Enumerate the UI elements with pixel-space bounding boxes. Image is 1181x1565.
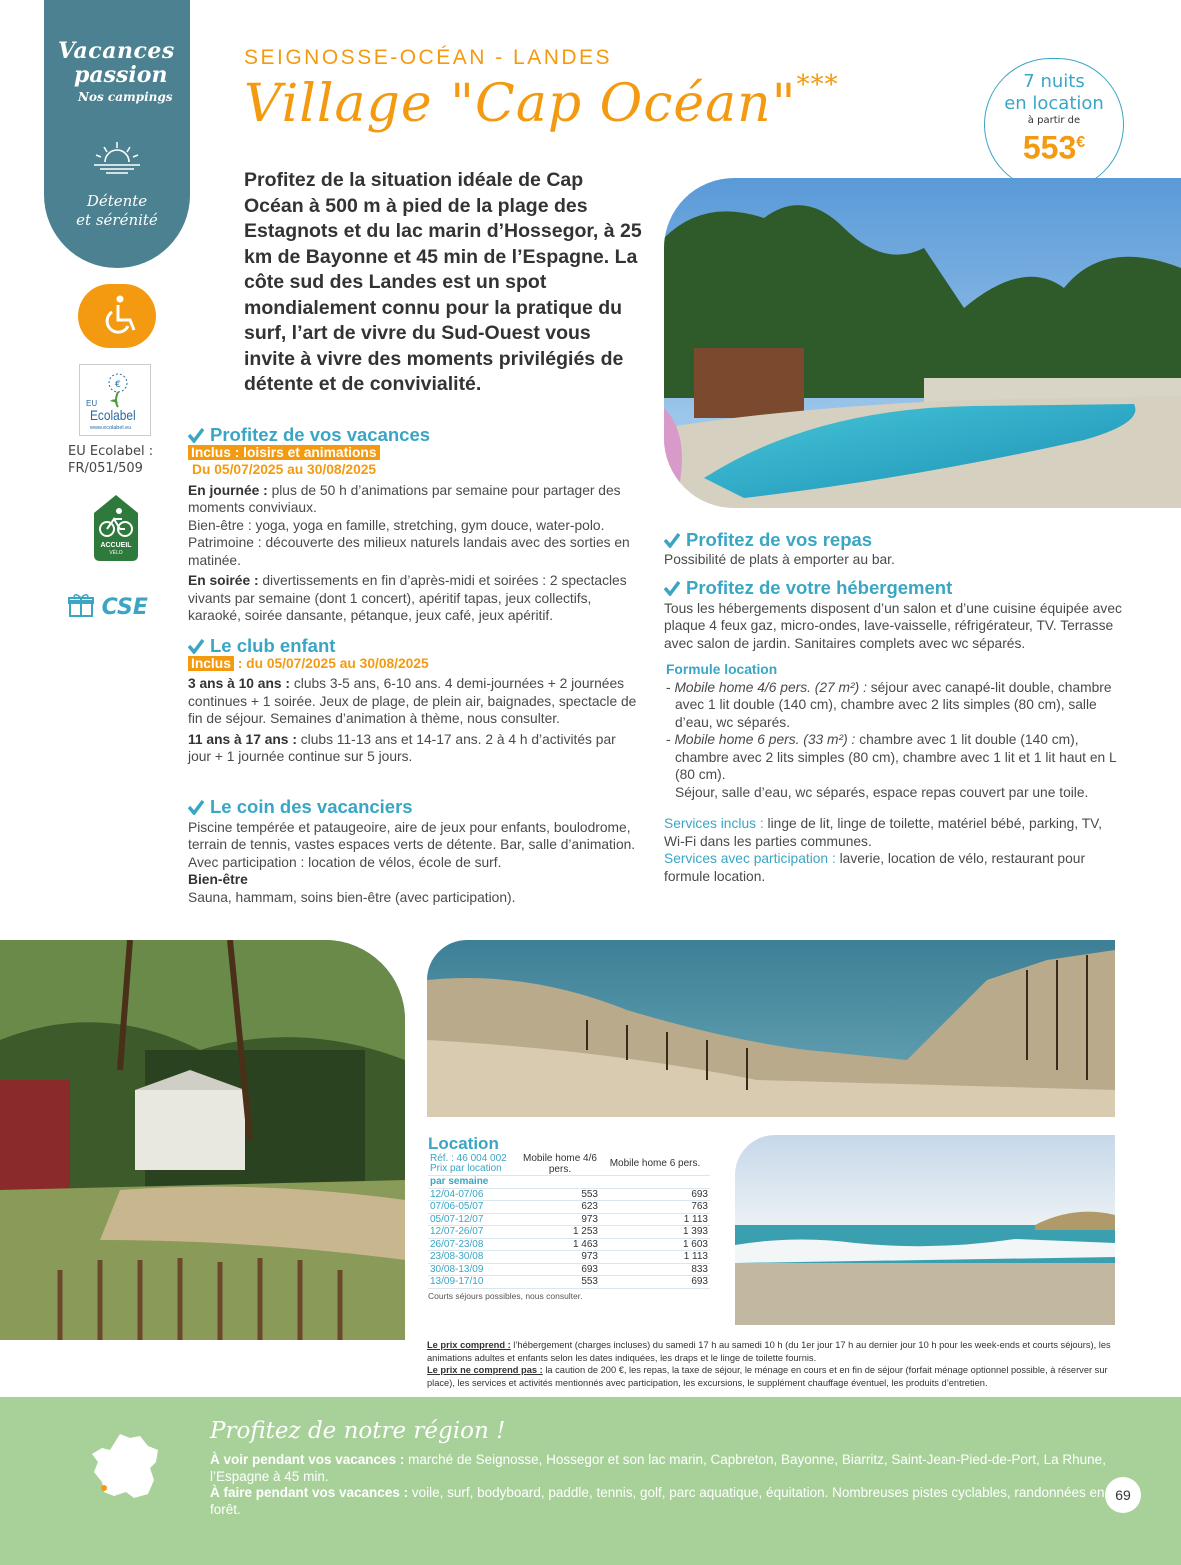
ecolabel-logo [79, 364, 151, 436]
price-currency: € [1076, 134, 1086, 151]
check-icon [188, 638, 204, 654]
comprend-label: Le prix comprend : [427, 1340, 511, 1350]
price-line2: en location [1004, 93, 1104, 114]
club-a-text: clubs 3-5 ans, 6-10 ans. 4 demi-journées + 2 journées continues + 1 soirée. Jeux de plage, de plein air, baignades, spectacle de fin de séjour. Semaines d’animation à thème, nous consulter. [188, 676, 637, 726]
club-b-text: clubs 11-13 ans et 14-17 ans. 2 à 4 h d’activités par jour + 1 journée continue sur 5 jours. [188, 731, 616, 764]
row-period: 05/07-12/07 [428, 1213, 520, 1226]
hebergement-heading [664, 579, 1124, 597]
faire-text: voile, surf, bodyboard, paddle, tennis, golf, parc aquatique, équitation. Nombreuses pistes cyclables, randonnées en forêt. [210, 1485, 1105, 1517]
row-price-a: 1 253 [520, 1226, 600, 1239]
title-text: Village "Cap Océan" [244, 74, 797, 134]
surf-image [735, 1135, 1115, 1325]
vacances-tag: Inclus : loisirs et animations [188, 445, 380, 460]
ecolabel-number [68, 443, 153, 477]
partic-label: Services avec participation : [664, 851, 836, 866]
location-title: Location [428, 1134, 499, 1153]
ne-text: la caution de 200 €, les repas, la taxe de séjour, le ménage en cours et en fin de séjour (forfait ménage optionnel possible, à réserver sur place), les services et activités mentionnés avec participation, les excursions, le supplément chauffage éventuel, les produits d’entretien. [427, 1365, 1108, 1388]
coin-bien-label: Bien-être [188, 872, 248, 887]
check-icon [664, 580, 680, 596]
services-participation [664, 850, 1124, 885]
vacances-dates: Du 05/07/2025 au 30/08/2025 [192, 462, 377, 477]
legal-notes [427, 1339, 1117, 1389]
cse-label: CSE [101, 595, 148, 620]
legal-ne-comprend [427, 1364, 1117, 1389]
price-amount [985, 126, 1123, 165]
row-period: 30/08-13/09 [428, 1263, 520, 1276]
ecolabel-url: www.ecolabel.eu [90, 425, 132, 431]
table-row [428, 1226, 710, 1239]
dune-photo [427, 940, 1115, 1117]
velo-label: ACCUEIL [100, 542, 132, 549]
velo-sub: VÉLO [109, 550, 123, 556]
ecolabel-wordmark: Ecolabel [90, 407, 136, 423]
mobile-home-photo [0, 940, 405, 1340]
par-semaine-row [428, 1176, 710, 1189]
hebergement-text: Tous les hébergements disposent d’un salon et d’une cuisine équipée avec plaque 4 feux gaz, micro-ondes, lave-vaisselle, réfrigérateur, TV. Terrasse avec salon de jardin. Sanitaires complets avec wc séparés. [664, 600, 1122, 651]
table-row [428, 1263, 710, 1276]
row-price-b: 693 [600, 1276, 710, 1289]
comprend-text: l’hébergement (charges incluses) du samedi 17 h au samedi 10 h (du 1er jour 17 h au dernier jour 10 h pour les week-ends et courts séjours), les animations adultes et enfants selon les dates indiquées, les draps et le linge de toilette fournis. [427, 1340, 1111, 1363]
surf-photo [735, 1135, 1115, 1325]
gift-icon [68, 592, 94, 618]
vacances-bienetre: Bien-être : yoga, yoga en famille, stretching, gym douce, water-polo. [188, 517, 605, 533]
france-map-icon [90, 1432, 162, 1506]
coin-title: Le coin des vacanciers [210, 796, 413, 817]
check-icon [664, 532, 680, 548]
row-price-a: 1 463 [520, 1238, 600, 1251]
wheelchair-icon [78, 284, 156, 348]
section-coin [188, 798, 638, 906]
region-label: SEIGNOSSE-OCÉAN - LANDES [244, 46, 613, 69]
check-icon [188, 799, 204, 815]
vacances-heading [188, 426, 638, 444]
services-inclus [664, 815, 1124, 850]
row-period: 12/04-07/06 [428, 1188, 520, 1201]
page-title [244, 70, 839, 134]
row-period: 07/06-05/07 [428, 1201, 520, 1214]
vacances-journee [188, 482, 638, 517]
inclus-label: Services inclus : [664, 816, 764, 831]
row-price-b: 1 393 [600, 1226, 710, 1239]
row-period: 23/08-30/08 [428, 1251, 520, 1264]
price-line1: 7 nuits [1023, 71, 1085, 92]
table-header-row [428, 1153, 710, 1176]
footer-faire [210, 1485, 1120, 1518]
brand-line2: passion [74, 62, 168, 88]
row-price-b: 693 [600, 1188, 710, 1201]
page-number: 69 [1105, 1477, 1141, 1513]
row-price-a: 553 [520, 1188, 600, 1201]
club-b-label: 11 ans à 17 ans : [188, 731, 297, 747]
mh1-item: - Mobile home 4/6 pers. (27 m²) : séjour avec canapé-lit double, chambre avec 1 lit double (140 cm), chambre avec 2 lits simples (80 cm), salle d’eau, wc séparés. [666, 679, 1112, 730]
row-price-a: 693 [520, 1263, 600, 1276]
club-age-b [188, 731, 638, 766]
price-table [428, 1153, 710, 1289]
pool-photo [664, 178, 1181, 508]
repas-text: Possibilité de plats à emporter au bar. [664, 551, 895, 567]
coin-heading [188, 798, 638, 816]
club-title: Le club enfant [210, 635, 336, 656]
row-price-b: 1 603 [600, 1238, 710, 1251]
voir-label: À voir pendant vos vacances : [210, 1452, 405, 1467]
ecolabel-line1: EU Ecolabel : [68, 444, 154, 459]
coin-text: Piscine tempérée et pataugeoire, aire de jeux pour enfants, boulodrome, terrain de tennis, vastes espaces verts de détente. Bar, salle d’animation. Avec participation : location de vélos, école de surf. [188, 819, 636, 870]
motto-line2: et sérénité [76, 211, 158, 229]
par-semaine: par semaine [428, 1176, 520, 1189]
ecolabel-line2: FR/051/509 [68, 461, 143, 476]
soiree-text: divertissements en fin d’après-midi et soirées : 2 spectacles vivants par semaine (dont 1 concert), apéritif tapas, jeux collectifs, karaoké, soirée dansante, pétanque, jeux café, jeux apéritif. [188, 573, 627, 623]
col-mh2: Mobile home 6 pers. [600, 1153, 710, 1176]
voir-text: marché de Seignosse, Hossegor et son lac marin, Capbreton, Bayonne, Biarritz, Saint-Jean-Pied-de-Port, La Rhune, l’Espagne à 45 min. [210, 1452, 1106, 1484]
vacances-soiree [188, 572, 638, 625]
club-heading [188, 637, 638, 655]
table-row [428, 1213, 710, 1226]
table-row [428, 1238, 710, 1251]
mh2-item: - Mobile home 6 pers. (33 m²) : chambre avec 1 lit double (140 cm), chambre avec 2 lits simples (80 cm), chambre avec 1 lit et 1 lit haut en L (80 cm). [666, 732, 1117, 782]
club-age-a [188, 675, 638, 728]
row-price-a: 973 [520, 1251, 600, 1264]
table-row [428, 1201, 710, 1214]
mh2-extra: Séjour, salle d’eau, wc séparés, espace repas couvert par une toile. [675, 784, 1089, 800]
location-prix: Prix par location [430, 1163, 502, 1174]
mh2-label: Mobile home 6 pers. (33 m²) : [674, 732, 856, 747]
soiree-label: En soirée : [188, 573, 259, 588]
intro-text: Profitez de la situation idéale de Cap Océan à 500 m à pied de la plage des Estagnots et du lac marin d’Hossegor, à 25 km de Bayonne et 45 min de l’Espagne. La côte sud des Landes est un spot mondialement connu pour la pratique du surf, l’art de vivre du Sud-Ouest vous invite à vivre des moments privilégiés de détente et de convivialité. [244, 169, 642, 395]
location-ref: Réf. : 46 004 002 [430, 1153, 507, 1164]
mh2-text: chambre avec 1 lit double (140 cm), chambre avec 2 lits simples (80 cm), chambre avec 1 lit et 1 lit haut en L (80 cm). [675, 732, 1117, 782]
journee-text: plus de 50 h d’animations par semaine pour partager des moments conviviaux. [188, 482, 621, 515]
pool-image [664, 178, 1181, 508]
section-repas [664, 531, 1124, 568]
svg-text:€: € [115, 380, 121, 390]
coin-bien-text: Sauna, hammam, soins bien-être (avec participation). [188, 889, 516, 905]
vacances-patrimoine: Patrimoine : découverte des milieux naturels landais avec des sorties en matinée. [188, 535, 630, 568]
row-price-b: 1 113 [600, 1251, 710, 1264]
legal-comprend [427, 1339, 1117, 1364]
accueil-velo-badge [92, 493, 140, 563]
price-value: 553 [1022, 129, 1077, 166]
sun-icon [92, 140, 142, 176]
club-a-label: 3 ans à 10 ans : [188, 676, 291, 691]
ne-label: Le prix ne comprend pas : [427, 1365, 543, 1375]
hebergement-title: Profitez de votre hébergement [686, 577, 953, 598]
motto-line1: Détente [86, 192, 148, 210]
formule-title: Formule location [666, 662, 778, 677]
col-mh1: Mobile home 4/6 pers. [520, 1153, 600, 1176]
mh1-text: séjour avec canapé-lit double, chambre avec 1 lit double (140 cm), chambre avec 2 lits simples (80 cm), salle d’eau, wc séparés. [675, 679, 1112, 730]
brand-tab [44, 0, 190, 268]
title-stars: *** [796, 70, 839, 100]
row-price-b: 833 [600, 1263, 710, 1276]
location-table [428, 1135, 710, 1301]
check-icon [188, 427, 204, 443]
table-row [428, 1188, 710, 1201]
club-tag: Inclus [188, 656, 234, 671]
row-period: 13/09-17/10 [428, 1276, 520, 1289]
mh1-label: Mobile home 4/6 pers. (27 m²) : [674, 679, 867, 695]
inclus-text: linge de lit, linge de toilette, matériel bébé, parking, TV, Wi-Fi dans les parties communes. [664, 816, 1102, 849]
brand-motto [44, 192, 190, 230]
club-dates: : du 05/07/2025 au 30/08/2025 [233, 655, 429, 671]
faire-label: À faire pendant vos vacances : [210, 1485, 409, 1500]
partic-text: laverie, location de vélo, restaurant pour formule location. [664, 851, 1086, 884]
footer-text [210, 1452, 1120, 1518]
price-badge [984, 58, 1124, 191]
brand-line1: Vacances [58, 38, 175, 64]
row-price-a: 973 [520, 1213, 600, 1226]
price-line3: à partir de [1027, 115, 1081, 126]
footer-title: Profitez de notre région ! [210, 1418, 506, 1444]
section-hebergement [664, 579, 1124, 885]
section-vacances [188, 426, 638, 625]
journee-label: En journée : [188, 482, 268, 498]
dune-image [427, 940, 1115, 1117]
repas-heading [664, 531, 1124, 549]
row-price-b: 1 113 [600, 1213, 710, 1226]
table-row [428, 1251, 710, 1264]
section-club [188, 637, 638, 766]
vacances-title: Profitez de vos vacances [210, 424, 431, 445]
footer-voir [210, 1452, 1120, 1485]
cse-badge [68, 592, 148, 620]
camp-image [0, 940, 405, 1340]
brand-line3: Nos campings [78, 90, 173, 104]
row-price-a: 623 [520, 1201, 600, 1214]
row-period: 12/07-26/07 [428, 1226, 520, 1239]
row-period: 26/07-23/08 [428, 1238, 520, 1251]
table-row [428, 1276, 710, 1289]
location-note: Courts séjours possibles, nous consulter. [428, 1290, 583, 1301]
repas-title: Profitez de vos repas [686, 529, 873, 550]
accessibility-badge [78, 284, 156, 348]
row-price-b: 763 [600, 1201, 710, 1214]
row-price-a: 553 [520, 1276, 600, 1289]
ecolabel-eu: EU [86, 399, 98, 408]
